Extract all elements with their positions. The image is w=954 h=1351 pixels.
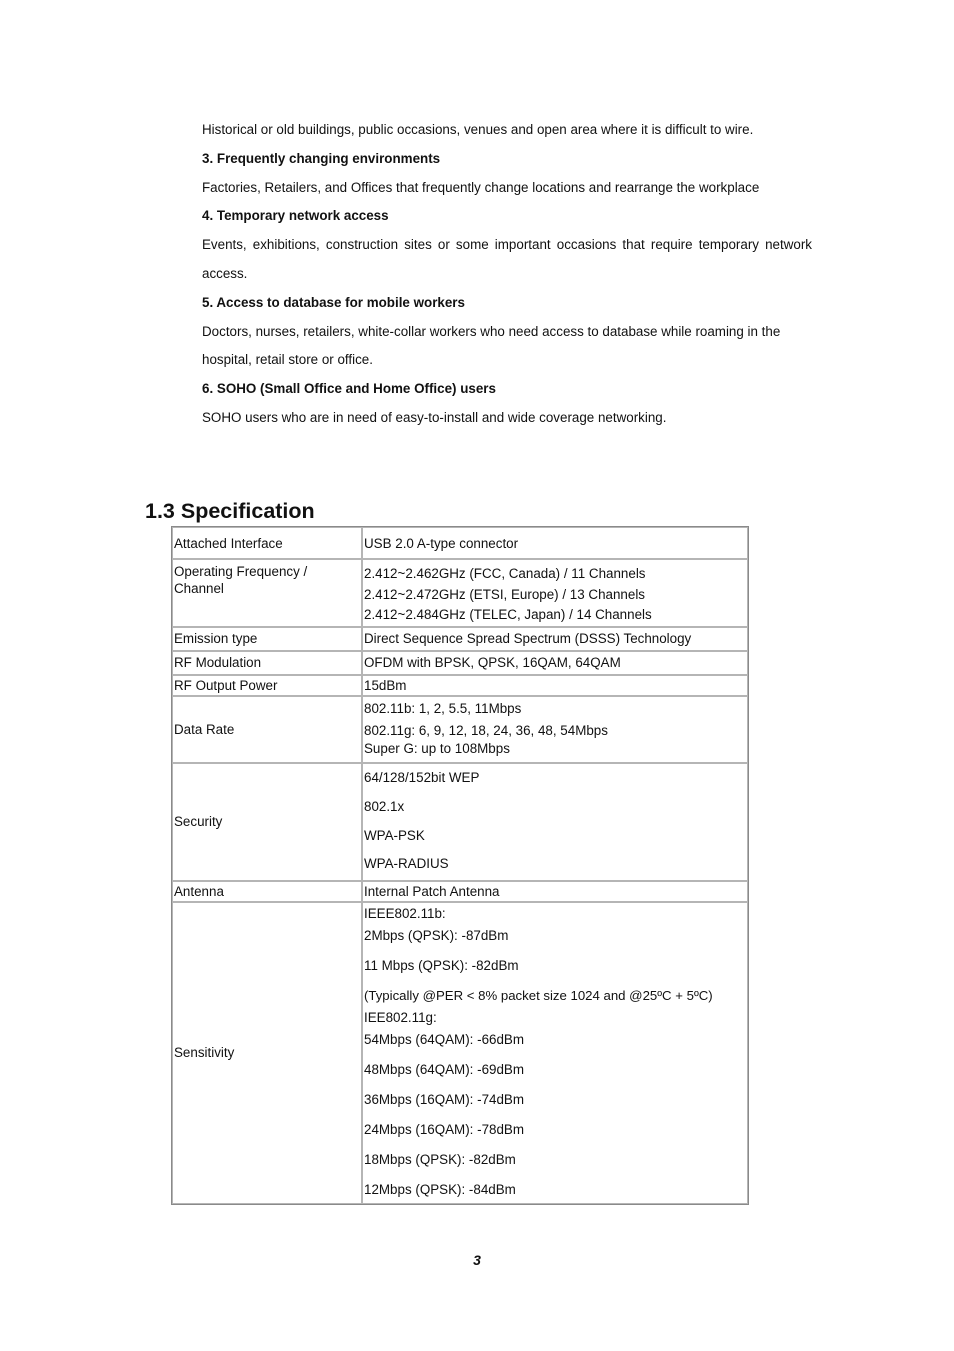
row-label: Operating Frequency / Channel xyxy=(172,559,362,627)
row-value: OFDM with BPSK, QPSK, 16QAM, 64QAM xyxy=(362,651,748,675)
paragraph-historical: Historical or old buildings, public occasions, venues and open area where it is difficult to wire. xyxy=(202,122,754,137)
row-value xyxy=(362,902,748,1204)
row-label: Antenna xyxy=(172,881,362,902)
sensitivity-value: 24Mbps (16QAM): -78dBm xyxy=(364,1121,525,1137)
security-value: WPA-PSK xyxy=(364,827,425,843)
datarate-value: 802.11b: 1, 2, 5.5, 11Mbps xyxy=(364,701,522,716)
row-value xyxy=(362,559,748,627)
page-number: 3 xyxy=(473,1252,481,1268)
table-row xyxy=(172,763,748,881)
security-value: 802.1x xyxy=(364,798,405,814)
row-value xyxy=(362,763,748,881)
row-label: RF Output Power xyxy=(172,675,362,696)
table-row xyxy=(172,527,748,559)
table-row xyxy=(172,675,748,696)
sensitivity-value: IEE802.11g: xyxy=(364,1009,437,1025)
row-label: Emission type xyxy=(172,627,362,651)
paragraph-soho-users: SOHO users who are in need of easy-to-install and wide coverage networking. xyxy=(202,409,667,425)
table-row xyxy=(172,696,748,763)
row-label: Security xyxy=(172,763,362,881)
use-case-list xyxy=(202,116,812,433)
row-label: Sensitivity xyxy=(172,902,362,1204)
row-value: Direct Sequence Spread Spectrum (DSSS) Technology xyxy=(362,627,748,651)
sensitivity-value: 12Mbps (QPSK): -84dBm xyxy=(364,1181,516,1197)
sensitivity-value: 48Mbps (64QAM): -69dBm xyxy=(364,1061,525,1077)
table-row xyxy=(172,627,748,651)
security-value: WPA-RADIUS xyxy=(364,856,449,872)
table-row xyxy=(172,881,748,902)
section-title: 1.3 Specification xyxy=(145,499,315,523)
heading-changing-environments: 3. Frequently changing environments xyxy=(202,150,441,166)
paragraph-mobile-workers: Doctors, nurses, retailers, white-collar workers who need access to database while roaming in the hospital, retail store or office. xyxy=(202,323,781,368)
frequency-value: 2.412~2.484GHz (TELEC, Japan) / 14 Channels xyxy=(364,607,652,622)
frequency-value: 2.412~2.462GHz (FCC, Canada) / 11 Channels xyxy=(364,566,646,581)
row-label: Data Rate xyxy=(172,696,362,763)
sensitivity-value: 36Mbps (16QAM): -74dBm xyxy=(364,1091,525,1107)
datarate-value: 802.11g: 6, 9, 12, 18, 24, 36, 48, 54Mbps xyxy=(364,723,608,738)
row-value: 15dBm xyxy=(362,675,748,696)
sensitivity-value: (Typically @PER < 8% packet size 1024 and @25ºC + 5ºC) xyxy=(364,987,713,1003)
row-value: USB 2.0 A-type connector xyxy=(362,527,748,559)
row-label: RF Modulation xyxy=(172,651,362,675)
sensitivity-value: IEEE802.11b: xyxy=(364,905,446,921)
row-value: Internal Patch Antenna xyxy=(362,881,748,902)
paragraph-changing-environments: Factories, Retailers, and Offices that frequently change locations and rearrange the workplace xyxy=(202,179,760,195)
security-value: 64/128/152bit WEP xyxy=(364,770,480,786)
row-label: Attached Interface xyxy=(172,527,362,559)
table-row xyxy=(172,902,748,1204)
sensitivity-value: 54Mbps (64QAM): -66dBm xyxy=(364,1031,525,1047)
paragraph-temporary-access: Events, exhibitions, construction sites or some important occasions that require temporary network access. xyxy=(202,237,812,281)
table-row xyxy=(172,651,748,675)
heading-soho-users: 6. SOHO (Small Office and Home Office) users xyxy=(202,381,496,397)
sensitivity-value: 11 Mbps (QPSK): -82dBm xyxy=(364,957,519,973)
heading-mobile-workers: 5. Access to database for mobile workers xyxy=(202,294,465,310)
row-value xyxy=(362,696,748,763)
heading-temporary-access: 4. Temporary network access xyxy=(202,208,389,224)
sensitivity-value: 18Mbps (QPSK): -82dBm xyxy=(364,1151,516,1167)
datarate-value: Super G: up to 108Mbps xyxy=(364,741,510,756)
sensitivity-value: 2Mbps (QPSK): -87dBm xyxy=(364,927,509,943)
table-row xyxy=(172,559,748,627)
frequency-value: 2.412~2.472GHz (ETSI, Europe) / 13 Channels xyxy=(364,586,645,602)
specification-table xyxy=(171,526,749,1205)
